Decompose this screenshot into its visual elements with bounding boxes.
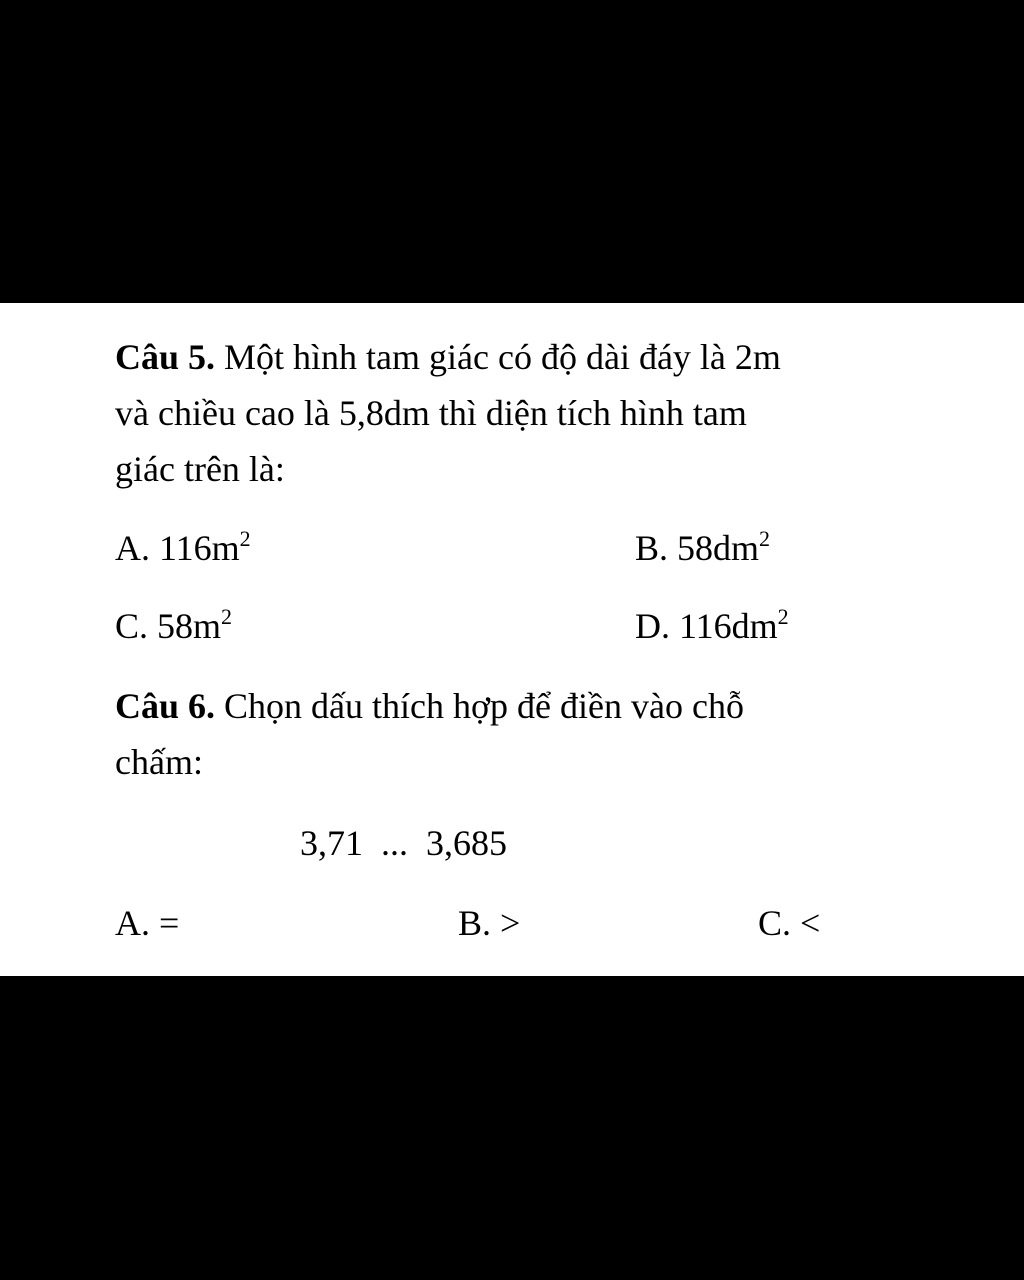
q5-option-b-value: 58dm [677, 528, 760, 568]
q5-text-2: và chiều cao là 5,8dm thì diện tích hình tam [115, 393, 747, 433]
q6-line-1 [115, 688, 744, 724]
q5-option-b-prefix: B. [635, 528, 678, 568]
q6-line-2 [115, 744, 203, 780]
q5-option-a-value: 116m [159, 528, 240, 568]
q5-line-3 [115, 451, 285, 487]
q5-option-a-prefix: A. [115, 528, 159, 568]
q5-option-c-value: 58m [157, 606, 222, 646]
q6-text-1: Chọn dấu thích hợp để điền vào chỗ [215, 686, 744, 726]
q5-option-d-prefix: D. [635, 606, 679, 646]
q6-option-a[interactable]: A. = [115, 903, 180, 943]
q5-option-a[interactable] [115, 526, 251, 568]
q5-option-c-prefix: C. [115, 606, 158, 646]
q5-line-2 [115, 395, 747, 431]
q5-option-a-sup: 2 [239, 526, 251, 551]
q5-option-d[interactable] [635, 604, 789, 646]
q6-option-c[interactable]: C. < [758, 903, 821, 943]
q6-option-b[interactable]: B. > [458, 903, 521, 943]
q5-label: Câu 5. [115, 337, 216, 377]
q5-option-b-sup: 2 [759, 526, 771, 551]
q5-option-b[interactable] [635, 526, 771, 568]
q5-text-1: Một hình tam giác có độ dài đáy là 2m [215, 337, 781, 377]
q6-text-2: chấm: [115, 742, 203, 782]
q5-option-c-sup: 2 [221, 604, 233, 629]
q5-option-d-sup: 2 [777, 604, 789, 629]
document-page [0, 303, 1024, 976]
q5-option-d-value: 116dm [679, 606, 778, 646]
q6-label: Câu 6. [115, 686, 216, 726]
q5-line-1 [115, 339, 781, 375]
q5-text-3: giác trên là: [115, 449, 285, 489]
q5-option-c[interactable] [115, 604, 233, 646]
q6-expression: 3,71 ... 3,685 [300, 823, 507, 863]
